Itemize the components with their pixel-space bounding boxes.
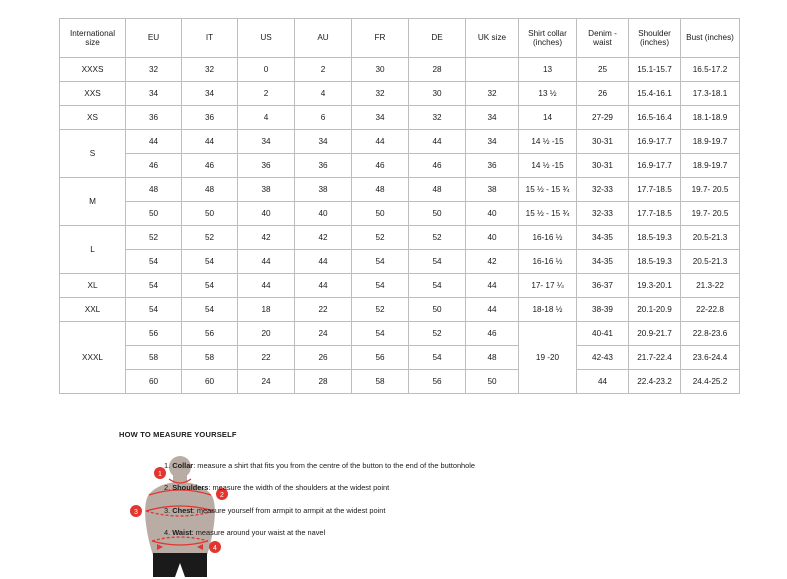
instruction-label: Chest [172,505,193,515]
table-cell: 18.5-19.3 [629,226,681,250]
table-cell: 17.7-18.5 [629,178,681,202]
instruction-text: : measure a shirt that fits you from the centre of the button to the end of the buttonhole [193,461,476,470]
instruction-label: Shoulders [172,483,209,493]
table-cell: 34 [352,106,409,130]
table-cell: 30-31 [577,154,629,178]
table-row [60,298,740,322]
column-header: AU [295,19,352,58]
table-cell: 48 [352,178,409,202]
table-cell: 19.3-20.1 [629,274,681,298]
table-cell: 17.3-18.1 [681,82,740,106]
table-cell: 56 [182,322,238,346]
table-cell: 6 [295,106,352,130]
instruction-text: : measure the width of the shoulders at the widest point [208,483,390,493]
table-cell: 50 [126,202,182,226]
table-cell: 32-33 [577,178,629,202]
table-cell: 44 [577,370,629,394]
table-cell: 24 [295,322,352,346]
table-cell: 44 [295,274,352,298]
marker-label-4: 4 [213,544,217,552]
table-cell: 40 [466,202,519,226]
table-cell: 54 [409,274,466,298]
table-cell: 36 [295,154,352,178]
column-header: DE [409,19,466,58]
table-cell: 24 [238,370,295,394]
table-cell: 16.5-17.2 [681,58,740,82]
table-cell: 58 [126,346,182,370]
table-cell: 56 [126,322,182,346]
table-cell: 60 [182,370,238,394]
table-cell: 50 [409,202,466,226]
table-cell [466,58,519,82]
instruction-label: Collar [172,461,194,470]
table-cell: 46 [409,154,466,178]
size-label-cell: S [60,130,126,178]
table-cell: 54 [182,250,238,274]
size-label-cell: XXXL [60,322,126,394]
table-cell: 22.4-23.2 [629,370,681,394]
size-label-cell: XXS [60,82,126,106]
table-row [60,322,740,346]
column-header: IT [182,19,238,58]
column-header: UK size [466,19,519,58]
size-label-cell: XL [60,274,126,298]
table-cell: 40 [295,202,352,226]
table-cell: 44 [238,250,295,274]
column-header: FR [352,19,409,58]
table-cell: 32 [182,58,238,82]
table-cell: 42 [238,226,295,250]
table-cell: 50 [352,202,409,226]
table-cell: 40 [238,202,295,226]
table-cell: 15.1-15.7 [629,58,681,82]
table-cell: 23.6-24.4 [681,346,740,370]
table-cell: 15 ½ - 15 ¾ [519,178,577,202]
table-cell: 15 ½ - 15 ¾ [519,202,577,226]
table-cell: 34 [238,130,295,154]
table-cell: 48 [126,178,182,202]
table-cell: 25 [577,58,629,82]
instruction-label: Waist [172,528,192,538]
table-cell: 38 [295,178,352,202]
table-cell: 22 [295,298,352,322]
table-cell: 52 [352,226,409,250]
column-header: Bust (inches) [681,19,740,58]
table-cell: 38-39 [577,298,629,322]
table-cell: 27-29 [577,106,629,130]
table-cell: 18-18 ½ [519,298,577,322]
table-cell: 24.4-25.2 [681,370,740,394]
table-cell: 28 [409,58,466,82]
table-cell: 17.7-18.5 [629,202,681,226]
table-cell: 30-31 [577,130,629,154]
instruction-item [164,506,704,516]
table-cell: 44 [352,130,409,154]
marker-label-2: 2 [220,491,224,499]
table-body [60,58,740,394]
table-cell: 34 [466,106,519,130]
table-cell: 32 [466,82,519,106]
table-cell: 15.4-16.1 [629,82,681,106]
column-header: Denim - waist [577,19,629,58]
table-cell: 52 [409,226,466,250]
table-header-row [60,19,740,58]
table-cell: 32-33 [577,202,629,226]
table-cell: 50 [466,370,519,394]
table-row [60,58,740,82]
table-cell: 50 [182,202,238,226]
table-cell: 20.5-21.3 [681,250,740,274]
how-to-measure-section [119,430,729,552]
table-row [60,346,740,370]
table-cell: 30 [409,82,466,106]
instruction-item [164,528,704,538]
how-to-measure-title: HOW TO MEASURE YOURSELF [119,430,237,439]
table-cell: 42 [466,250,519,274]
table-cell: 28 [295,370,352,394]
column-header: International size [60,19,126,58]
size-label-cell: XXL [60,298,126,322]
table-cell: 4 [295,82,352,106]
table-cell: 0 [238,58,295,82]
table-cell: 22-22.8 [681,298,740,322]
table-cell: 38 [466,178,519,202]
table-cell: 32 [126,58,182,82]
instruction-number: 3. [164,505,171,515]
instruction-item [164,461,704,471]
table-cell: 40 [466,226,519,250]
table-cell: 36-37 [577,274,629,298]
table-cell: 34 [295,130,352,154]
table-cell: 50 [409,298,466,322]
table-cell: 18.5-19.3 [629,250,681,274]
table-cell: 54 [182,298,238,322]
table-cell: 60 [126,370,182,394]
table-cell: 46 [126,154,182,178]
table-cell: 4 [238,106,295,130]
table-cell: 21.3-22 [681,274,740,298]
table-cell: 20.5-21.3 [681,226,740,250]
table-cell: 18.1-18.9 [681,106,740,130]
column-header: Shoulder (inches) [629,19,681,58]
table-cell: 19.7- 20.5 [681,202,740,226]
table-cell: 18 [238,298,295,322]
measure-instructions [164,461,704,551]
table-cell: 54 [352,322,409,346]
table-cell: 38 [238,178,295,202]
table-cell: 42-43 [577,346,629,370]
table-cell: 46 [182,154,238,178]
table-cell: 58 [182,346,238,370]
table-cell: 32 [409,106,466,130]
table-cell: 40-41 [577,322,629,346]
table-cell: 2 [295,58,352,82]
table-cell: 44 [126,130,182,154]
column-header: EU [126,19,182,58]
table-cell: 20 [238,322,295,346]
table-cell: 18.9-19.7 [681,130,740,154]
table-row [60,154,740,178]
column-header: Shirt collar (inches) [519,19,577,58]
table-cell: 14 ½ -15 [519,154,577,178]
table-cell: 16-16 ½ [519,250,577,274]
table-cell: 20.9-21.7 [629,322,681,346]
table-cell: 17- 17 ¼ [519,274,577,298]
table-cell: 20.1-20.9 [629,298,681,322]
table-cell: 58 [352,370,409,394]
table-cell: 54 [409,346,466,370]
table-cell: 19 -20 [519,322,577,394]
table-cell: 54 [352,250,409,274]
table-cell: 34-35 [577,226,629,250]
table-cell: 21.7-22.4 [629,346,681,370]
table-cell: 36 [182,106,238,130]
column-header: US [238,19,295,58]
table-cell: 14 [519,106,577,130]
table-cell: 36 [466,154,519,178]
table-cell: 32 [352,82,409,106]
instruction-number: 4. [164,528,171,538]
table-cell: 16.5-16.4 [629,106,681,130]
table-cell: 52 [182,226,238,250]
table-cell: 56 [352,346,409,370]
table-cell: 19.7- 20.5 [681,178,740,202]
table-cell: 54 [126,250,182,274]
table-cell: 54 [182,274,238,298]
table-cell: 48 [182,178,238,202]
table-row [60,226,740,250]
table-cell: 48 [409,178,466,202]
size-label-cell: M [60,178,126,226]
table-cell: 52 [352,298,409,322]
instruction-number: 2. [164,483,171,493]
table-cell: 54 [126,274,182,298]
table-row [60,82,740,106]
table-cell: 30 [352,58,409,82]
table-cell: 42 [295,226,352,250]
table-cell: 44 [466,298,519,322]
table-cell: 16-16 ½ [519,226,577,250]
table-cell: 48 [466,346,519,370]
table-cell: 44 [409,130,466,154]
table-cell: 46 [466,322,519,346]
table-cell: 34 [126,82,182,106]
table-cell: 46 [352,154,409,178]
size-label-cell: L [60,226,126,274]
table-cell: 16.9-17.7 [629,130,681,154]
table-row [60,250,740,274]
table-cell: 44 [238,274,295,298]
table-cell: 22.8-23.6 [681,322,740,346]
marker-label-3: 3 [134,508,138,516]
instruction-text: : measure yourself from armpit to armpit at the widest point [192,505,386,515]
table-cell: 52 [409,322,466,346]
table-row [60,130,740,154]
size-table-container [59,18,734,394]
table-cell: 36 [126,106,182,130]
instruction-text: : measure around your waist at the navel [191,528,326,538]
table-cell: 44 [182,130,238,154]
table-cell: 16.9-17.7 [629,154,681,178]
size-table [59,18,740,394]
table-cell: 36 [238,154,295,178]
table-cell: 34-35 [577,250,629,274]
table-row [60,178,740,202]
instruction-item [164,483,704,493]
table-cell: 22 [238,346,295,370]
table-cell: 26 [577,82,629,106]
table-row [60,202,740,226]
table-row [60,274,740,298]
instruction-number: 1. [164,461,171,470]
table-cell: 54 [409,250,466,274]
table-cell: 44 [295,250,352,274]
size-label-cell: XS [60,106,126,130]
table-cell: 54 [126,298,182,322]
table-cell: 34 [466,130,519,154]
table-cell: 2 [238,82,295,106]
table-cell: 18.9-19.7 [681,154,740,178]
table-cell: 13 [519,58,577,82]
table-cell: 26 [295,346,352,370]
table-cell: 52 [126,226,182,250]
table-cell: 56 [409,370,466,394]
table-row [60,370,740,394]
size-label-cell: XXXS [60,58,126,82]
table-cell: 34 [182,82,238,106]
table-row [60,106,740,130]
table-cell: 44 [466,274,519,298]
table-cell: 14 ½ -15 [519,130,577,154]
table-cell: 13 ½ [519,82,577,106]
marker-label-1: 1 [158,470,162,478]
table-cell: 54 [352,274,409,298]
